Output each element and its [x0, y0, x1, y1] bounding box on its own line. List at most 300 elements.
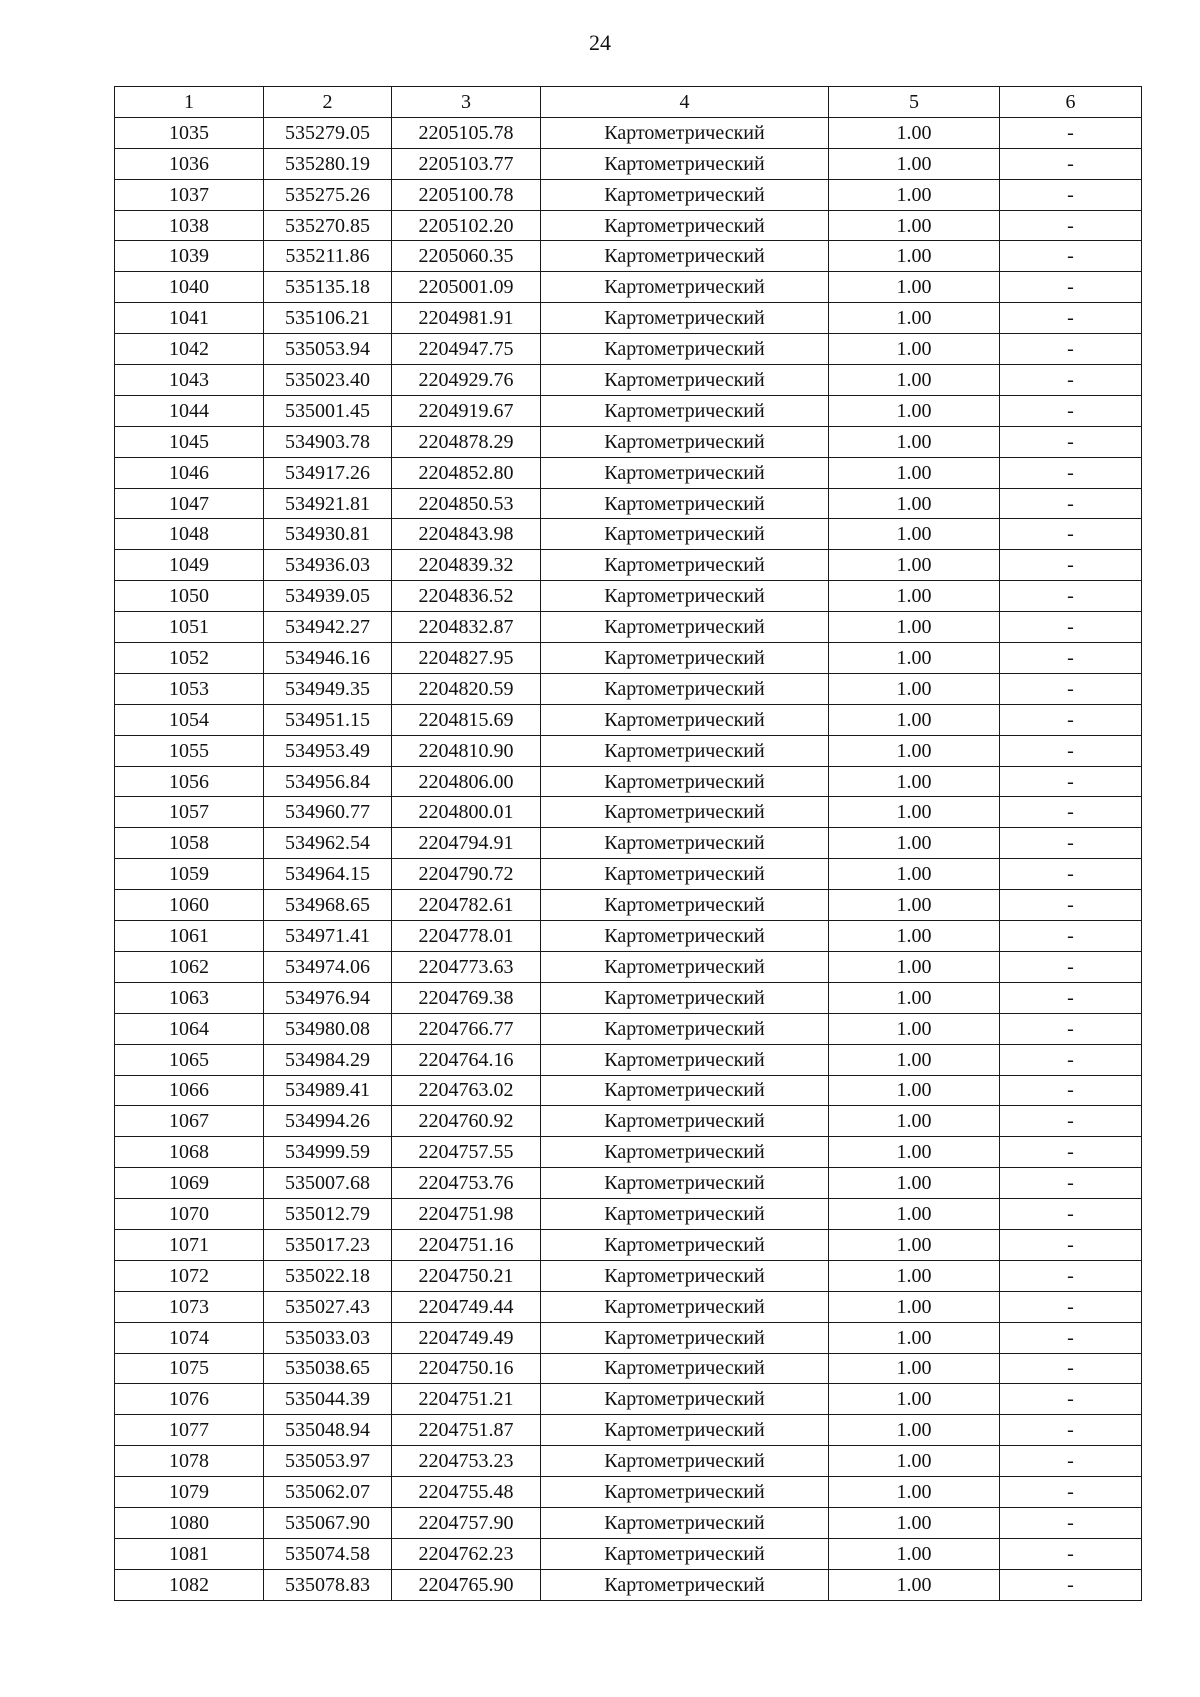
page-number: 24 [589, 30, 611, 55]
x-coordinate-cell: 534917.26 [264, 457, 392, 488]
x-coordinate-cell: 535033.03 [264, 1322, 392, 1353]
point-number-cell: 1082 [115, 1569, 264, 1600]
note-cell: - [1000, 921, 1142, 952]
accuracy-cell: 1.00 [829, 1106, 1000, 1137]
x-coordinate-cell: 535001.45 [264, 395, 392, 426]
note-cell: - [1000, 365, 1142, 396]
table-row [115, 519, 1142, 550]
method-cell: Картометрический [541, 1075, 829, 1106]
point-number-cell: 1043 [115, 365, 264, 396]
accuracy-cell: 1.00 [829, 426, 1000, 457]
x-coordinate-cell: 535053.94 [264, 334, 392, 365]
table-row [115, 1199, 1142, 1230]
y-coordinate-cell: 2204765.90 [392, 1569, 541, 1600]
method-cell: Картометрический [541, 148, 829, 179]
x-coordinate-cell: 534903.78 [264, 426, 392, 457]
table-body [115, 117, 1142, 1600]
note-cell: - [1000, 1291, 1142, 1322]
y-coordinate-cell: 2205105.78 [392, 117, 541, 148]
point-number-cell: 1045 [115, 426, 264, 457]
y-coordinate-cell: 2204782.61 [392, 890, 541, 921]
point-number-cell: 1071 [115, 1229, 264, 1260]
table-row [115, 210, 1142, 241]
table-row [115, 272, 1142, 303]
method-cell: Картометрический [541, 1322, 829, 1353]
point-number-cell: 1073 [115, 1291, 264, 1322]
y-coordinate-cell: 2204751.98 [392, 1199, 541, 1230]
y-coordinate-cell: 2204750.21 [392, 1260, 541, 1291]
note-cell: - [1000, 117, 1142, 148]
table-row [115, 426, 1142, 457]
accuracy-cell: 1.00 [829, 673, 1000, 704]
accuracy-cell: 1.00 [829, 612, 1000, 643]
x-coordinate-cell: 535027.43 [264, 1291, 392, 1322]
accuracy-cell: 1.00 [829, 1229, 1000, 1260]
point-number-cell: 1049 [115, 550, 264, 581]
y-coordinate-cell: 2204843.98 [392, 519, 541, 550]
point-number-cell: 1040 [115, 272, 264, 303]
x-coordinate-cell: 535048.94 [264, 1415, 392, 1446]
point-number-cell: 1054 [115, 704, 264, 735]
accuracy-cell: 1.00 [829, 334, 1000, 365]
table-row [115, 1322, 1142, 1353]
note-cell: - [1000, 210, 1142, 241]
note-cell: - [1000, 1322, 1142, 1353]
method-cell: Картометрический [541, 334, 829, 365]
y-coordinate-cell: 2204800.01 [392, 797, 541, 828]
point-number-cell: 1059 [115, 859, 264, 890]
y-coordinate-cell: 2204810.90 [392, 735, 541, 766]
y-coordinate-cell: 2204815.69 [392, 704, 541, 735]
point-number-cell: 1051 [115, 612, 264, 643]
table-row [115, 365, 1142, 396]
method-cell: Картометрический [541, 704, 829, 735]
point-number-cell: 1044 [115, 395, 264, 426]
y-coordinate-cell: 2204760.92 [392, 1106, 541, 1137]
x-coordinate-cell: 535211.86 [264, 241, 392, 272]
note-cell: - [1000, 426, 1142, 457]
table-row [115, 1229, 1142, 1260]
table-row [115, 1106, 1142, 1137]
point-number-cell: 1039 [115, 241, 264, 272]
x-coordinate-cell: 534951.15 [264, 704, 392, 735]
x-coordinate-cell: 534921.81 [264, 488, 392, 519]
column-header: 2 [264, 87, 392, 118]
point-number-cell: 1072 [115, 1260, 264, 1291]
y-coordinate-cell: 2204794.91 [392, 828, 541, 859]
note-cell: - [1000, 797, 1142, 828]
y-coordinate-cell: 2204769.38 [392, 982, 541, 1013]
y-coordinate-cell: 2205001.09 [392, 272, 541, 303]
y-coordinate-cell: 2205102.20 [392, 210, 541, 241]
method-cell: Картометрический [541, 1013, 829, 1044]
note-cell: - [1000, 1168, 1142, 1199]
table-row [115, 395, 1142, 426]
method-cell: Картометрический [541, 241, 829, 272]
x-coordinate-cell: 535017.23 [264, 1229, 392, 1260]
x-coordinate-cell: 534971.41 [264, 921, 392, 952]
x-coordinate-cell: 534968.65 [264, 890, 392, 921]
y-coordinate-cell: 2205100.78 [392, 179, 541, 210]
table-row [115, 550, 1142, 581]
x-coordinate-cell: 534962.54 [264, 828, 392, 859]
accuracy-cell: 1.00 [829, 1569, 1000, 1600]
method-cell: Картометрический [541, 643, 829, 674]
method-cell: Картометрический [541, 612, 829, 643]
method-cell: Картометрический [541, 859, 829, 890]
table-row [115, 457, 1142, 488]
accuracy-cell: 1.00 [829, 1260, 1000, 1291]
accuracy-cell: 1.00 [829, 1137, 1000, 1168]
accuracy-cell: 1.00 [829, 1013, 1000, 1044]
point-number-cell: 1036 [115, 148, 264, 179]
x-coordinate-cell: 534976.94 [264, 982, 392, 1013]
method-cell: Картометрический [541, 1137, 829, 1168]
table-row [115, 179, 1142, 210]
point-number-cell: 1079 [115, 1477, 264, 1508]
method-cell: Картометрический [541, 1229, 829, 1260]
accuracy-cell: 1.00 [829, 890, 1000, 921]
y-coordinate-cell: 2204755.48 [392, 1477, 541, 1508]
accuracy-cell: 1.00 [829, 148, 1000, 179]
method-cell: Картометрический [541, 1260, 829, 1291]
point-number-cell: 1068 [115, 1137, 264, 1168]
note-cell: - [1000, 1013, 1142, 1044]
table-row [115, 951, 1142, 982]
x-coordinate-cell: 534994.26 [264, 1106, 392, 1137]
x-coordinate-cell: 534964.15 [264, 859, 392, 890]
method-cell: Картометрический [541, 766, 829, 797]
y-coordinate-cell: 2204766.77 [392, 1013, 541, 1044]
accuracy-cell: 1.00 [829, 1446, 1000, 1477]
x-coordinate-cell: 534949.35 [264, 673, 392, 704]
x-coordinate-cell: 535053.97 [264, 1446, 392, 1477]
accuracy-cell: 1.00 [829, 303, 1000, 334]
table-row [115, 303, 1142, 334]
x-coordinate-cell: 535279.05 [264, 117, 392, 148]
table-row [115, 1353, 1142, 1384]
note-cell: - [1000, 1075, 1142, 1106]
method-cell: Картометрический [541, 426, 829, 457]
note-cell: - [1000, 612, 1142, 643]
method-cell: Картометрический [541, 550, 829, 581]
method-cell: Картометрический [541, 921, 829, 952]
y-coordinate-cell: 2204878.29 [392, 426, 541, 457]
point-number-cell: 1069 [115, 1168, 264, 1199]
point-number-cell: 1060 [115, 890, 264, 921]
note-cell: - [1000, 735, 1142, 766]
x-coordinate-cell: 535007.68 [264, 1168, 392, 1199]
note-cell: - [1000, 1260, 1142, 1291]
table-row [115, 1384, 1142, 1415]
table-row [115, 241, 1142, 272]
note-cell: - [1000, 1137, 1142, 1168]
note-cell: - [1000, 1229, 1142, 1260]
table-row [115, 488, 1142, 519]
y-coordinate-cell: 2204757.55 [392, 1137, 541, 1168]
note-cell: - [1000, 581, 1142, 612]
accuracy-cell: 1.00 [829, 1044, 1000, 1075]
x-coordinate-cell: 535038.65 [264, 1353, 392, 1384]
method-cell: Картометрический [541, 488, 829, 519]
accuracy-cell: 1.00 [829, 1291, 1000, 1322]
method-cell: Картометрический [541, 365, 829, 396]
point-number-cell: 1076 [115, 1384, 264, 1415]
y-coordinate-cell: 2204836.52 [392, 581, 541, 612]
accuracy-cell: 1.00 [829, 117, 1000, 148]
table-row [115, 1415, 1142, 1446]
table-row [115, 1291, 1142, 1322]
y-coordinate-cell: 2204929.76 [392, 365, 541, 396]
method-cell: Картометрический [541, 1477, 829, 1508]
point-number-cell: 1042 [115, 334, 264, 365]
table-row [115, 1044, 1142, 1075]
note-cell: - [1000, 890, 1142, 921]
method-cell: Картометрический [541, 1446, 829, 1477]
y-coordinate-cell: 2205060.35 [392, 241, 541, 272]
point-number-cell: 1075 [115, 1353, 264, 1384]
method-cell: Картометрический [541, 179, 829, 210]
x-coordinate-cell: 534960.77 [264, 797, 392, 828]
table-row [115, 334, 1142, 365]
x-coordinate-cell: 534936.03 [264, 550, 392, 581]
accuracy-cell: 1.00 [829, 1507, 1000, 1538]
accuracy-cell: 1.00 [829, 1384, 1000, 1415]
x-coordinate-cell: 534930.81 [264, 519, 392, 550]
column-header: 4 [541, 87, 829, 118]
note-cell: - [1000, 241, 1142, 272]
note-cell: - [1000, 1353, 1142, 1384]
method-cell: Картометрический [541, 1199, 829, 1230]
table-row [115, 828, 1142, 859]
point-number-cell: 1074 [115, 1322, 264, 1353]
note-cell: - [1000, 982, 1142, 1013]
table-row [115, 581, 1142, 612]
y-coordinate-cell: 2204749.44 [392, 1291, 541, 1322]
point-number-cell: 1038 [115, 210, 264, 241]
accuracy-cell: 1.00 [829, 1322, 1000, 1353]
accuracy-cell: 1.00 [829, 828, 1000, 859]
column-header: 5 [829, 87, 1000, 118]
accuracy-cell: 1.00 [829, 982, 1000, 1013]
accuracy-cell: 1.00 [829, 365, 1000, 396]
point-number-cell: 1061 [115, 921, 264, 952]
accuracy-cell: 1.00 [829, 797, 1000, 828]
accuracy-cell: 1.00 [829, 272, 1000, 303]
accuracy-cell: 1.00 [829, 581, 1000, 612]
table-row [115, 982, 1142, 1013]
table-row [115, 1477, 1142, 1508]
header-row [115, 87, 1142, 118]
method-cell: Картометрический [541, 735, 829, 766]
point-number-cell: 1067 [115, 1106, 264, 1137]
y-coordinate-cell: 2204947.75 [392, 334, 541, 365]
point-number-cell: 1046 [115, 457, 264, 488]
method-cell: Картометрический [541, 1291, 829, 1322]
note-cell: - [1000, 704, 1142, 735]
method-cell: Картометрический [541, 982, 829, 1013]
accuracy-cell: 1.00 [829, 951, 1000, 982]
point-number-cell: 1047 [115, 488, 264, 519]
y-coordinate-cell: 2204839.32 [392, 550, 541, 581]
point-number-cell: 1055 [115, 735, 264, 766]
point-number-cell: 1050 [115, 581, 264, 612]
note-cell: - [1000, 179, 1142, 210]
method-cell: Картометрический [541, 1415, 829, 1446]
accuracy-cell: 1.00 [829, 457, 1000, 488]
y-coordinate-cell: 2204832.87 [392, 612, 541, 643]
table-row [115, 797, 1142, 828]
table-header [115, 87, 1142, 118]
y-coordinate-cell: 2205103.77 [392, 148, 541, 179]
y-coordinate-cell: 2204751.16 [392, 1229, 541, 1260]
x-coordinate-cell: 534956.84 [264, 766, 392, 797]
note-cell: - [1000, 1044, 1142, 1075]
y-coordinate-cell: 2204751.87 [392, 1415, 541, 1446]
point-number-cell: 1053 [115, 673, 264, 704]
y-coordinate-cell: 2204751.21 [392, 1384, 541, 1415]
method-cell: Картометрический [541, 1538, 829, 1569]
table-row [115, 117, 1142, 148]
accuracy-cell: 1.00 [829, 241, 1000, 272]
note-cell: - [1000, 951, 1142, 982]
y-coordinate-cell: 2204850.53 [392, 488, 541, 519]
table-row [115, 643, 1142, 674]
x-coordinate-cell: 535062.07 [264, 1477, 392, 1508]
accuracy-cell: 1.00 [829, 921, 1000, 952]
note-cell: - [1000, 457, 1142, 488]
point-number-cell: 1070 [115, 1199, 264, 1230]
method-cell: Картометрический [541, 797, 829, 828]
note-cell: - [1000, 1199, 1142, 1230]
y-coordinate-cell: 2204820.59 [392, 673, 541, 704]
note-cell: - [1000, 1106, 1142, 1137]
note-cell: - [1000, 643, 1142, 674]
x-coordinate-cell: 534980.08 [264, 1013, 392, 1044]
note-cell: - [1000, 550, 1142, 581]
point-number-cell: 1064 [115, 1013, 264, 1044]
accuracy-cell: 1.00 [829, 735, 1000, 766]
method-cell: Картометрический [541, 581, 829, 612]
y-coordinate-cell: 2204750.16 [392, 1353, 541, 1384]
x-coordinate-cell: 534989.41 [264, 1075, 392, 1106]
coordinates-table [114, 86, 1142, 1601]
table-row [115, 704, 1142, 735]
accuracy-cell: 1.00 [829, 704, 1000, 735]
note-cell: - [1000, 673, 1142, 704]
y-coordinate-cell: 2204773.63 [392, 951, 541, 982]
y-coordinate-cell: 2204852.80 [392, 457, 541, 488]
note-cell: - [1000, 1477, 1142, 1508]
method-cell: Картометрический [541, 673, 829, 704]
table-row [115, 1538, 1142, 1569]
x-coordinate-cell: 535280.19 [264, 148, 392, 179]
point-number-cell: 1081 [115, 1538, 264, 1569]
x-coordinate-cell: 534942.27 [264, 612, 392, 643]
x-coordinate-cell: 535044.39 [264, 1384, 392, 1415]
point-number-cell: 1080 [115, 1507, 264, 1538]
accuracy-cell: 1.00 [829, 1199, 1000, 1230]
note-cell: - [1000, 334, 1142, 365]
table-row [115, 735, 1142, 766]
table-row [115, 921, 1142, 952]
table-row [115, 1507, 1142, 1538]
y-coordinate-cell: 2204981.91 [392, 303, 541, 334]
column-header: 1 [115, 87, 264, 118]
point-number-cell: 1048 [115, 519, 264, 550]
method-cell: Картометрический [541, 272, 829, 303]
table-row [115, 612, 1142, 643]
method-cell: Картометрический [541, 1507, 829, 1538]
point-number-cell: 1063 [115, 982, 264, 1013]
column-header: 6 [1000, 87, 1142, 118]
accuracy-cell: 1.00 [829, 643, 1000, 674]
note-cell: - [1000, 395, 1142, 426]
method-cell: Картометрический [541, 1384, 829, 1415]
y-coordinate-cell: 2204919.67 [392, 395, 541, 426]
x-coordinate-cell: 535106.21 [264, 303, 392, 334]
point-number-cell: 1058 [115, 828, 264, 859]
note-cell: - [1000, 519, 1142, 550]
x-coordinate-cell: 535078.83 [264, 1569, 392, 1600]
note-cell: - [1000, 828, 1142, 859]
accuracy-cell: 1.00 [829, 519, 1000, 550]
accuracy-cell: 1.00 [829, 395, 1000, 426]
note-cell: - [1000, 303, 1142, 334]
accuracy-cell: 1.00 [829, 859, 1000, 890]
table-row [115, 859, 1142, 890]
point-number-cell: 1037 [115, 179, 264, 210]
column-header: 3 [392, 87, 541, 118]
point-number-cell: 1057 [115, 797, 264, 828]
table-row [115, 890, 1142, 921]
table-row [115, 1569, 1142, 1600]
note-cell: - [1000, 1507, 1142, 1538]
x-coordinate-cell: 535022.18 [264, 1260, 392, 1291]
note-cell: - [1000, 1415, 1142, 1446]
point-number-cell: 1056 [115, 766, 264, 797]
method-cell: Картометрический [541, 303, 829, 334]
y-coordinate-cell: 2204806.00 [392, 766, 541, 797]
x-coordinate-cell: 534939.05 [264, 581, 392, 612]
method-cell: Картометрический [541, 457, 829, 488]
method-cell: Картометрический [541, 890, 829, 921]
point-number-cell: 1052 [115, 643, 264, 674]
y-coordinate-cell: 2204753.23 [392, 1446, 541, 1477]
method-cell: Картометрический [541, 117, 829, 148]
accuracy-cell: 1.00 [829, 1075, 1000, 1106]
y-coordinate-cell: 2204790.72 [392, 859, 541, 890]
accuracy-cell: 1.00 [829, 1353, 1000, 1384]
y-coordinate-cell: 2204827.95 [392, 643, 541, 674]
note-cell: - [1000, 1569, 1142, 1600]
x-coordinate-cell: 535275.26 [264, 179, 392, 210]
accuracy-cell: 1.00 [829, 210, 1000, 241]
table-row [115, 1168, 1142, 1199]
x-coordinate-cell: 534974.06 [264, 951, 392, 982]
table-row [115, 148, 1142, 179]
x-coordinate-cell: 534984.29 [264, 1044, 392, 1075]
y-coordinate-cell: 2204764.16 [392, 1044, 541, 1075]
method-cell: Картометрический [541, 1168, 829, 1199]
x-coordinate-cell: 535074.58 [264, 1538, 392, 1569]
accuracy-cell: 1.00 [829, 1477, 1000, 1508]
point-number-cell: 1066 [115, 1075, 264, 1106]
table-row [115, 1137, 1142, 1168]
y-coordinate-cell: 2204763.02 [392, 1075, 541, 1106]
method-cell: Картометрический [541, 1569, 829, 1600]
accuracy-cell: 1.00 [829, 1168, 1000, 1199]
